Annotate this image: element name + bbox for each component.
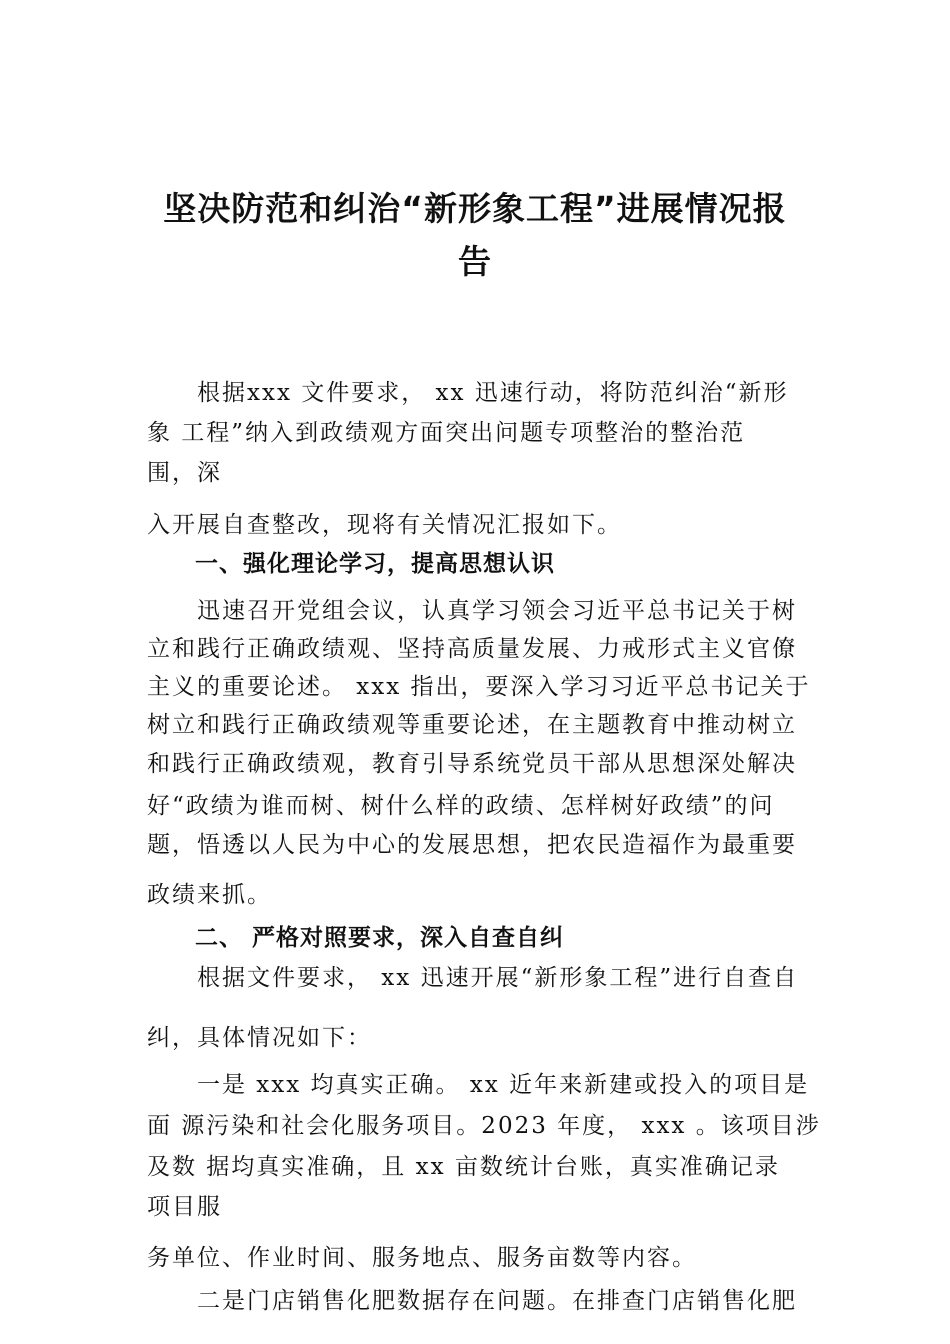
section-2-paragraph-line: 二是门店销售化肥数据存在问题。在排查门店销售化肥 xyxy=(197,1288,797,1314)
section-2-paragraph-line: 纠，具体情况如下： xyxy=(147,1025,372,1051)
section-1-paragraph-line: 树立和践行正确政绩观等重要论述，在主题教育中推动树立 xyxy=(147,712,797,738)
section-1-paragraph-line: 题，悟透以人民为中心的发展思想，把农民造福作为最重要 xyxy=(147,832,797,858)
section-2-paragraph-line: 及数 据均真实准确，且 xx 亩数统计台账，真实准确记录 xyxy=(147,1154,780,1180)
section-2-heading: 二、 严格对照要求，深入自查自纠 xyxy=(195,925,565,951)
section-2-paragraph-line: 务单位、作业时间、服务地点、服务亩数等内容。 xyxy=(147,1245,697,1271)
section-1-heading: 一、强化理论学习，提高思想认识 xyxy=(195,551,555,577)
section-2-paragraph-line: 根据文件要求， xx 迅速开展“新形象工程”进行自查自 xyxy=(197,965,799,991)
section-1-paragraph-line: 政绩来抓。 xyxy=(147,882,272,908)
section-2-paragraph-line: 一是 xxx 均真实正确。 xx 近年来新建或投入的项目是 xyxy=(197,1072,810,1098)
intro-paragraph-line: 根据xxx 文件要求， xx 迅速行动，将防范纠治“新形 xyxy=(197,380,789,406)
document-title-line-2: 告 xyxy=(458,242,492,281)
section-1-paragraph-line: 和践行正确政绩观，教育引导系统党员干部从思想深处解决 xyxy=(147,751,797,777)
section-1-paragraph-line: 迅速召开党组会议，认真学习领会习近平总书记关于树 xyxy=(197,598,797,624)
document-title-line-1: 坚决防范和纠治“新形象工程”进展情况报 xyxy=(163,189,787,228)
section-1-paragraph-line: 主义的重要论述。 xxx 指出，要深入学习习近平总书记关于 xyxy=(147,674,811,700)
intro-paragraph-line: 入开展自查整改，现将有关情况汇报如下。 xyxy=(147,512,622,538)
section-2-paragraph-line: 面 源污染和社会化服务项目。2023 年度， xxx 。该项目涉 xyxy=(147,1113,821,1139)
section-1-paragraph-line: 立和践行正确政绩观、坚持高质量发展、力戒形式主义官僚 xyxy=(147,636,797,662)
intro-paragraph-line: 象 工程”纳入到政绩观方面突出问题专项整治的整治范 xyxy=(147,420,746,446)
intro-paragraph-line: 围，深 xyxy=(147,460,222,486)
section-1-paragraph-line: 好“政绩为谁而树、树什么样的政绩、怎样树好政绩”的问 xyxy=(147,793,775,819)
section-2-paragraph-line: 项目服 xyxy=(147,1194,222,1220)
